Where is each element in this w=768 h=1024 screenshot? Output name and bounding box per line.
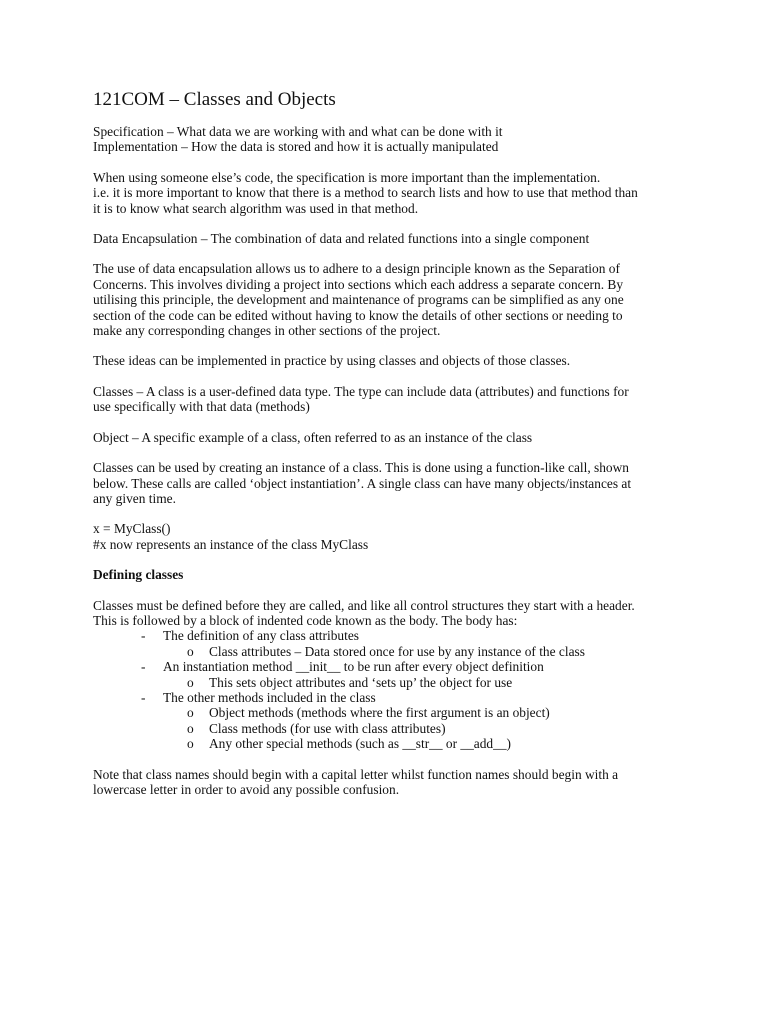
text-line: lowercase letter in order to avoid any possible confusion. xyxy=(93,782,400,797)
encapsulation-definition: Data Encapsulation – The combination of data and related functions into a single component xyxy=(93,231,590,247)
text-line: it is to know what search algorithm was used in that method. xyxy=(93,200,419,216)
text-line: below. These calls are called ‘object instantiation’. A single class can have many objects/instances at xyxy=(93,475,632,491)
text-line: Implementation – How the data is stored and how it is actually manipulated xyxy=(93,139,499,155)
sub-list-item: o Any other special methods (such as __str__ or __add__) xyxy=(163,736,683,751)
section-heading: Defining classes xyxy=(93,567,184,583)
text-line: Classes must be defined before they are called, and like all control structures they start with a header. xyxy=(93,597,635,613)
text-line: utilising this principle, the development and maintenance of programs can be simplified as any one xyxy=(93,292,624,308)
text-line: This is followed by a block of indented code known as the body. The body has: xyxy=(93,612,518,628)
spec-importance-paragraph xyxy=(93,170,683,216)
text-line: use specifically with that data (methods) xyxy=(93,399,310,415)
text-line: The use of data encapsulation allows us to adhere to a design principle known as the Separation of xyxy=(93,261,620,277)
defining-classes-section xyxy=(93,598,683,752)
text-line: section of the code can be edited without having to know the details of other sections or needing to xyxy=(93,307,623,323)
text-line: Concerns. This involves dividing a project into sections which each address a separate concern. By xyxy=(93,276,624,292)
separation-of-concerns-paragraph xyxy=(93,261,683,338)
text-line: Specification – What data we are working with and what can be done with it xyxy=(93,124,503,139)
sub-list xyxy=(163,644,683,659)
instantiation-paragraph xyxy=(93,460,683,506)
object-definition: Object – A specific example of a class, often referred to as an instance of the class xyxy=(93,429,533,445)
list-item-text: The other methods included in the class xyxy=(163,689,376,705)
sub-list-item: o This sets object attributes and ‘sets up’ the object for use xyxy=(163,675,683,690)
naming-note-paragraph xyxy=(93,767,683,798)
sub-list-item: o Class attributes – Data stored once for use by any instance of the class xyxy=(163,644,683,659)
sub-list xyxy=(163,705,683,751)
list-item xyxy=(93,690,683,752)
text-line: any given time. xyxy=(93,490,176,506)
list-item xyxy=(93,659,683,690)
code-example xyxy=(93,521,683,552)
text-line: make any corresponding changes in other sections of the project. xyxy=(93,323,441,339)
document-page xyxy=(93,88,683,812)
list-item xyxy=(93,628,683,659)
page-title: 121COM – Classes and Objects xyxy=(93,89,336,110)
text-line: Classes can be used by creating an instance of a class. This is done using a function-like call, shown xyxy=(93,460,629,476)
practice-paragraph: These ideas can be implemented in practice by using classes and objects of those classes. xyxy=(93,353,571,369)
sub-list-item: o Object methods (methods where the first argument is an object) xyxy=(163,705,683,720)
code-line: x = MyClass() xyxy=(93,521,171,537)
body-contents-list xyxy=(93,628,683,751)
code-line: #x now represents an instance of the class MyClass xyxy=(93,536,369,552)
sub-list xyxy=(163,675,683,690)
list-item-text: An instantiation method __init__ to be run after every object definition xyxy=(163,659,544,675)
classes-definition xyxy=(93,384,683,415)
text-line: When using someone else’s code, the specification is more important than the implementation. xyxy=(93,169,601,185)
text-line: Classes – A class is a user-defined data type. The type can include data (attributes) and functions for xyxy=(93,383,629,399)
list-item-text: The definition of any class attributes xyxy=(163,628,359,644)
text-line: Note that class names should begin with a capital letter whilst function names should begin with a xyxy=(93,766,619,782)
text-line: i.e. it is more important to know that there is a method to search lists and how to use that method than xyxy=(93,185,638,201)
sub-list-item: o Class methods (for use with class attributes) xyxy=(163,721,683,736)
specification-paragraph xyxy=(93,124,683,155)
